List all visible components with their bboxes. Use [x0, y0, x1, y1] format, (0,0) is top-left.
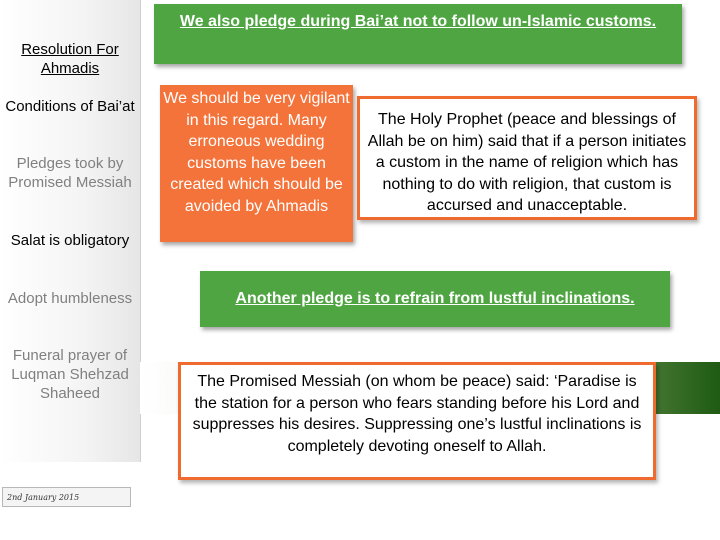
sidebar-item-adopt-humbleness[interactable]: Adopt humbleness [7, 290, 133, 307]
prophet-quote-box: The Holy Prophet (peace and blessings of Allah be on him) said that if a person initiates a custom in the name of religion which has nothing to do with religion, that custom is accursed and unacceptable. [357, 96, 697, 220]
date-label: 2nd January 2015 [2, 487, 131, 507]
sidebar-item-funeral-prayer[interactable]: Funeral prayer of Luqman Shehzad Shaheed [11, 347, 129, 402]
lustful-banner: Another pledge is to refrain from lustful inclinations. [200, 271, 670, 327]
sidebar-item-resolution-for-ahmadis[interactable]: Resolution For Ahmadis [21, 41, 119, 77]
sidebar-item-conditions-of-baiat[interactable]: Conditions of Bai’at [5, 98, 135, 115]
sidebar [0, 0, 141, 462]
top-banner: We also pledge during Bai’at not to follow un-Islamic customs. [154, 4, 682, 64]
vigilant-box: We should be very vigilant in this regard. Many erroneous wedding customs have been created which should be avoided by Ahmadis [160, 85, 353, 242]
messiah-quote-box: The Promised Messiah (on whom be peace) said: ‘Paradise is the station for a person who fears standing before his Lord and suppresses his desires. Suppressing one’s lustful inclinations is completely devoting oneself to Allah. [178, 362, 656, 480]
sidebar-item-pledges-took-by-promised-messiah[interactable]: Pledges took by Promised Messiah [8, 155, 132, 191]
sidebar-item-salat-is-obligatory[interactable]: Salat is obligatory [10, 232, 130, 249]
